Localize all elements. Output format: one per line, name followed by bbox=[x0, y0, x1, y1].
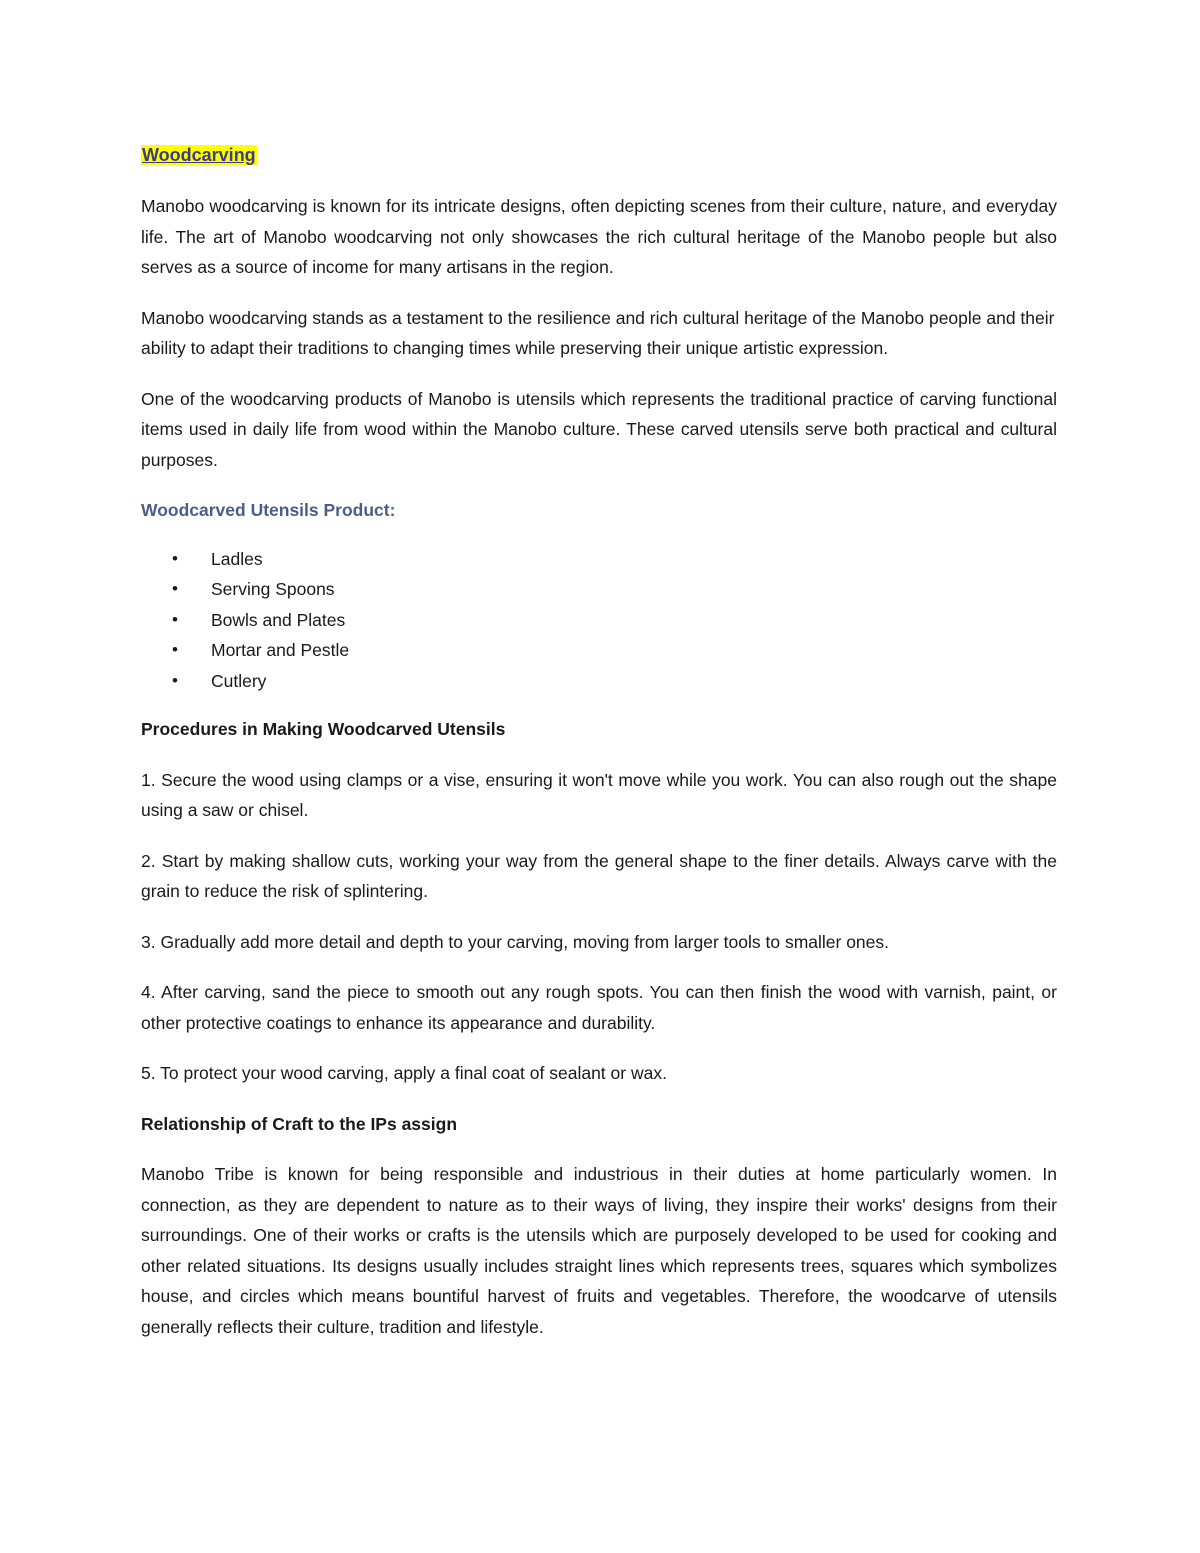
page-title bbox=[141, 140, 1057, 170]
bullet-icon: • bbox=[172, 609, 178, 629]
product-label: Cutlery bbox=[211, 670, 267, 691]
intro-paragraph-3: One of the woodcarving products of Manobo is utensils which represents the traditional practice of carving functional items used in daily life from wood within the Manobo culture. These carved utensils serve both practical and cultural purposes. bbox=[141, 388, 1057, 470]
procedure-step-5: 5. To protect your wood carving, apply a final coat of sealant or wax. bbox=[141, 1063, 667, 1083]
products-list bbox=[141, 544, 1057, 697]
relationship-heading: Relationship of Craft to the IPs assign bbox=[141, 1113, 458, 1134]
title-highlight: Woodcarving bbox=[142, 145, 256, 165]
product-label: Mortar and Pestle bbox=[211, 640, 350, 660]
product-label: Bowls and Plates bbox=[211, 609, 346, 630]
intro-paragraph-1: Manobo woodcarving is known for its intricate designs, often depicting scenes from their culture, nature, and everyday life. The art of Manobo woodcarving not only showcases the rich cultural heritage of the Manobo people but also serves as a source of income for many artisans in the region. bbox=[141, 196, 1057, 277]
list-item bbox=[141, 666, 1057, 697]
procedure-step-1: 1. Secure the wood using clamps or a vise, ensuring it won't move while you work. You can also rough out the shape using a saw or chisel. bbox=[141, 769, 1057, 820]
product-label: Ladles bbox=[211, 548, 263, 569]
document-page bbox=[141, 140, 1057, 1362]
intro-paragraph-2: Manobo woodcarving stands as a testament to the resilience and rich cultural heritage of the Manobo people and their ability to adapt their traditions to changing times while preserving their unique artistic expression. bbox=[141, 307, 1055, 358]
relationship-paragraph: Manobo Tribe is known for being responsible and industrious in their duties at home particularly women. In connection, as they are dependent to nature as to their ways of living, they inspire their works' designs from their surroundings. One of their works or crafts is the utensils which are purposely developed to be used for cooking and other related situations. Its designs usually includes straight lines which represents trees, squares which symbolizes house, and circles which means bountiful harvest of fruits and vegetables. Therefore, the woodcarve of utensils generally reflects their culture, tradition and lifestyle. bbox=[141, 1164, 1057, 1337]
list-item bbox=[141, 605, 1057, 636]
procedure-step-4: 4. After carving, sand the piece to smooth out any rough spots. You can then finish the wood with varnish, paint, or other protective coatings to enhance its appearance and durability. bbox=[141, 982, 1057, 1033]
bullet-icon: • bbox=[172, 579, 178, 598]
bullet-icon: • bbox=[172, 640, 178, 659]
products-heading: Woodcarved Utensils Product: bbox=[141, 500, 396, 520]
bullet-icon: • bbox=[172, 548, 178, 568]
procedures-heading: Procedures in Making Woodcarved Utensils bbox=[141, 719, 506, 739]
bullet-icon: • bbox=[172, 670, 178, 690]
product-label: Serving Spoons bbox=[211, 579, 335, 599]
list-item bbox=[141, 574, 1057, 605]
procedure-step-2: 2. Start by making shallow cuts, working your way from the general shape to the finer details. Always carve with the grain to reduce the risk of splintering. bbox=[141, 850, 1057, 901]
list-item bbox=[141, 544, 1057, 575]
procedure-step-3: 3. Gradually add more detail and depth to your carving, moving from larger tools to smaller ones. bbox=[141, 931, 890, 952]
list-item bbox=[141, 635, 1057, 666]
